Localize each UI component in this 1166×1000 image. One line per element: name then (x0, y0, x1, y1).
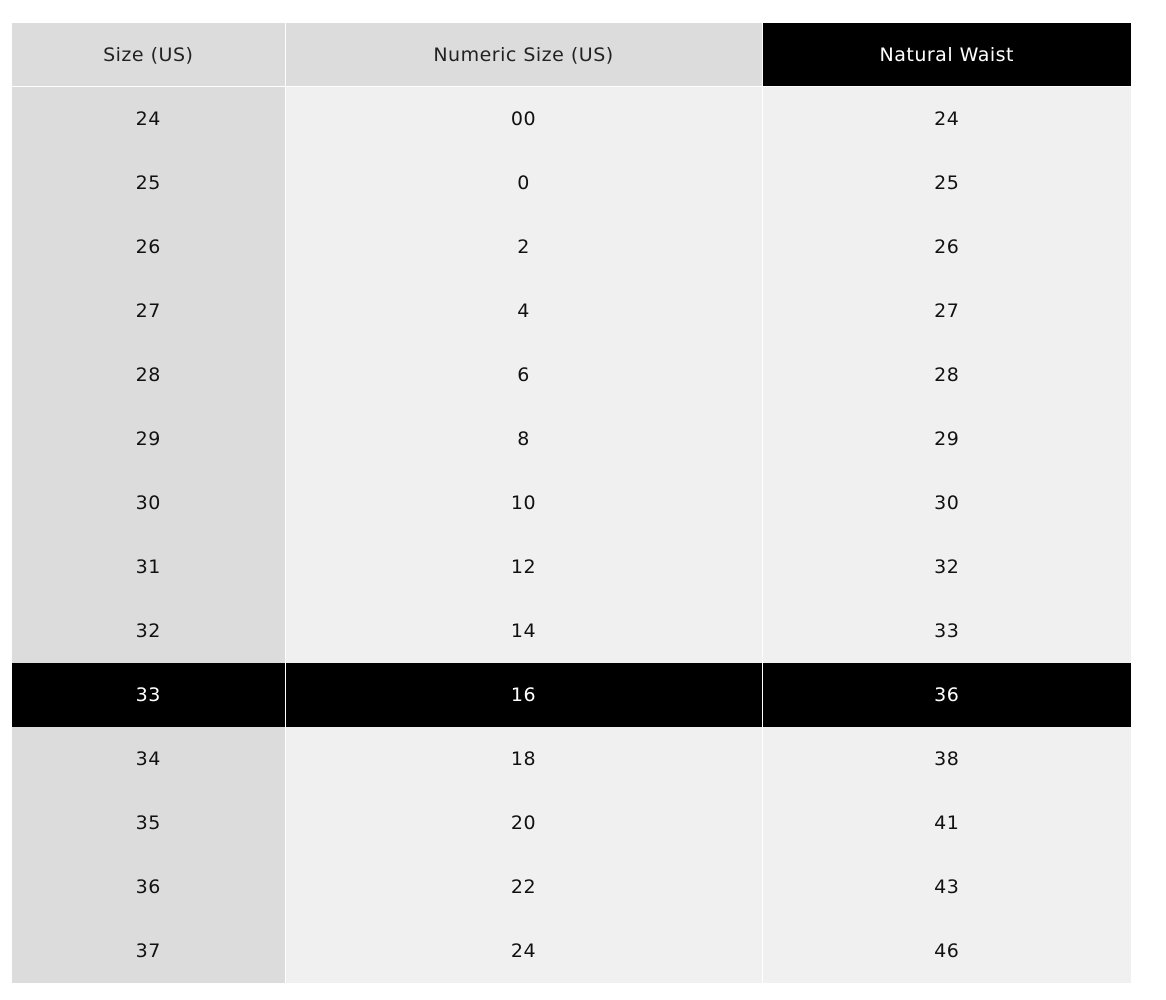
cell-size-us: 32 (12, 599, 285, 663)
cell-size-us: 31 (12, 535, 285, 599)
cell-numeric-size-us: 00 (285, 87, 762, 152)
table-header (12, 23, 1131, 87)
cell-size-us: 34 (12, 727, 285, 791)
table-row (12, 215, 1131, 279)
cell-numeric-size-us: 12 (285, 535, 762, 599)
table-row (12, 343, 1131, 407)
cell-natural-waist: 46 (762, 919, 1131, 983)
cell-natural-waist: 24 (762, 87, 1131, 152)
cell-natural-waist: 33 (762, 599, 1131, 663)
cell-size-us: 27 (12, 279, 285, 343)
cell-numeric-size-us: 24 (285, 919, 762, 983)
table-row (12, 471, 1131, 535)
cell-natural-waist: 32 (762, 535, 1131, 599)
table-row (12, 791, 1131, 855)
cell-natural-waist: 26 (762, 215, 1131, 279)
table-row (12, 727, 1131, 791)
cell-numeric-size-us: 8 (285, 407, 762, 471)
cell-numeric-size-us: 16 (285, 663, 762, 727)
cell-numeric-size-us: 14 (285, 599, 762, 663)
table-row (12, 407, 1131, 471)
cell-numeric-size-us: 0 (285, 151, 762, 215)
size-chart-table (12, 23, 1131, 983)
table-row (12, 279, 1131, 343)
header-size-us: Size (US) (12, 23, 285, 87)
header-row (12, 23, 1131, 87)
cell-size-us: 29 (12, 407, 285, 471)
cell-natural-waist: 27 (762, 279, 1131, 343)
cell-natural-waist: 29 (762, 407, 1131, 471)
cell-size-us: 25 (12, 151, 285, 215)
cell-size-us: 28 (12, 343, 285, 407)
cell-size-us: 35 (12, 791, 285, 855)
cell-natural-waist: 43 (762, 855, 1131, 919)
cell-numeric-size-us: 22 (285, 855, 762, 919)
cell-numeric-size-us: 6 (285, 343, 762, 407)
cell-numeric-size-us: 18 (285, 727, 762, 791)
table-row (12, 919, 1131, 983)
table-row (12, 151, 1131, 215)
cell-size-us: 33 (12, 663, 285, 727)
cell-numeric-size-us: 2 (285, 215, 762, 279)
cell-numeric-size-us: 20 (285, 791, 762, 855)
cell-numeric-size-us: 10 (285, 471, 762, 535)
table-row (12, 535, 1131, 599)
table-row (12, 663, 1131, 727)
cell-natural-waist: 25 (762, 151, 1131, 215)
cell-size-us: 30 (12, 471, 285, 535)
table-row (12, 87, 1131, 152)
cell-size-us: 26 (12, 215, 285, 279)
header-natural-waist: Natural Waist (762, 23, 1131, 87)
header-numeric-size-us: Numeric Size (US) (285, 23, 762, 87)
cell-natural-waist: 41 (762, 791, 1131, 855)
cell-size-us: 37 (12, 919, 285, 983)
cell-natural-waist: 30 (762, 471, 1131, 535)
cell-size-us: 24 (12, 87, 285, 152)
table-row (12, 855, 1131, 919)
size-chart (12, 23, 1131, 983)
table-body (12, 87, 1131, 984)
cell-natural-waist: 38 (762, 727, 1131, 791)
cell-natural-waist: 28 (762, 343, 1131, 407)
cell-natural-waist: 36 (762, 663, 1131, 727)
cell-size-us: 36 (12, 855, 285, 919)
cell-numeric-size-us: 4 (285, 279, 762, 343)
table-row (12, 599, 1131, 663)
